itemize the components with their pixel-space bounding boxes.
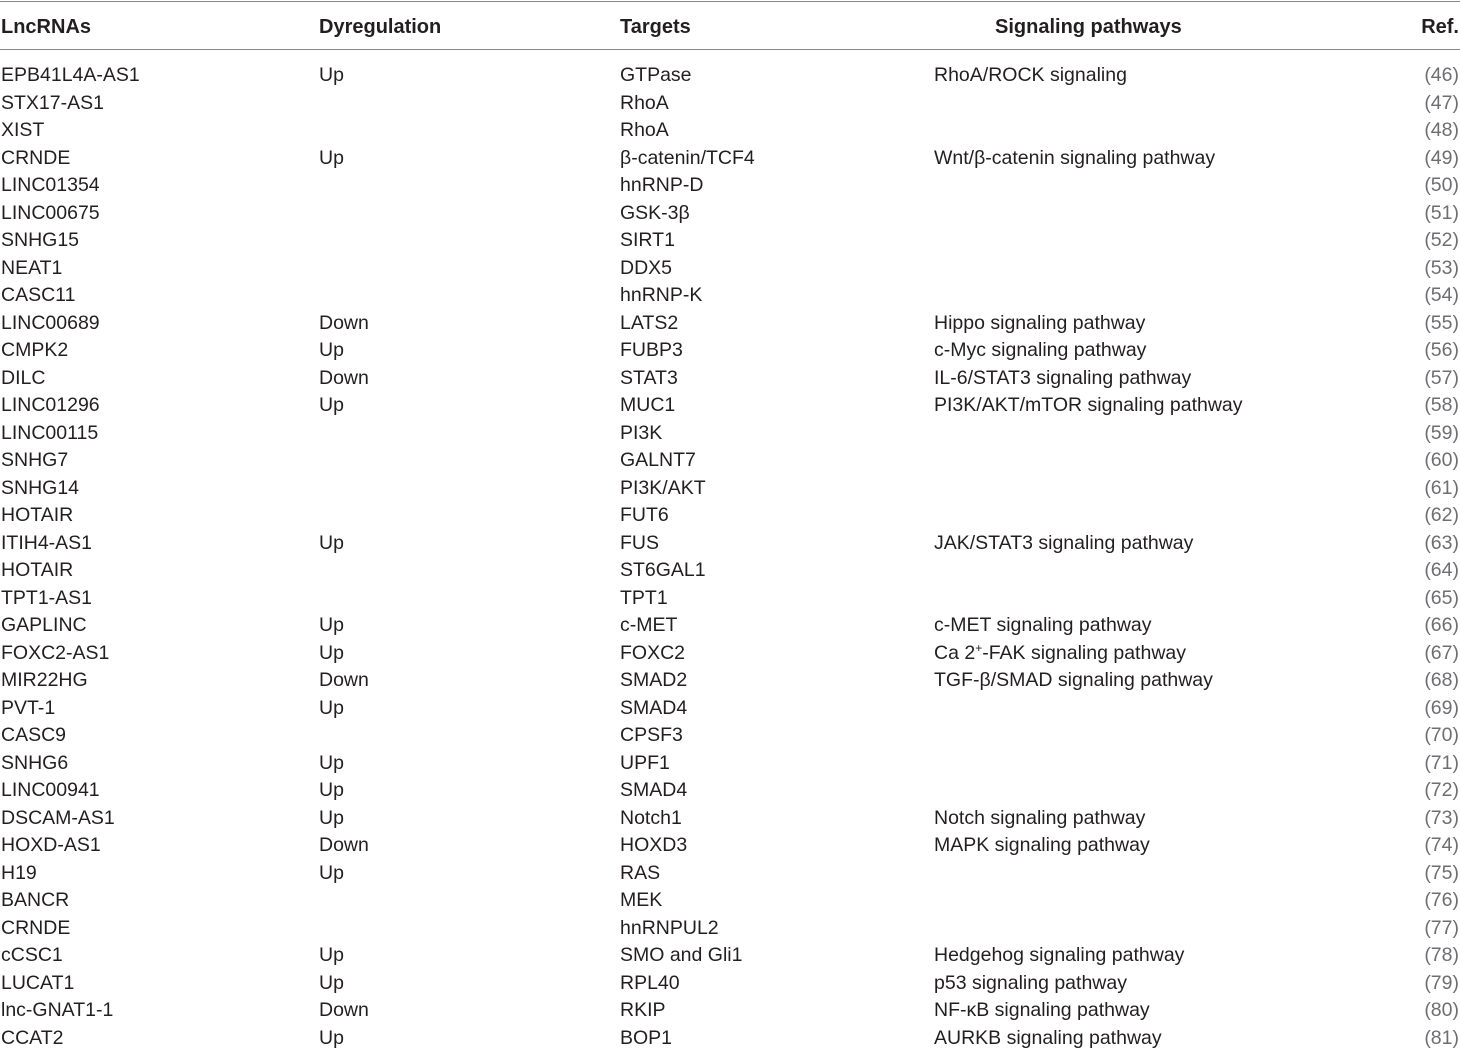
target-cell: RPL40 bbox=[620, 970, 680, 997]
table-row bbox=[0, 255, 1460, 283]
target-cell: SMO and Gli1 bbox=[620, 942, 742, 969]
lncrna-cell: NEAT1 bbox=[1, 255, 62, 282]
ref-cell: (78) bbox=[1424, 942, 1459, 969]
table-row bbox=[0, 310, 1460, 338]
table-row bbox=[0, 695, 1460, 723]
lncrna-cell: CMPK2 bbox=[1, 337, 68, 364]
pathway-cell: PI3K/AKT/mTOR signaling pathway bbox=[934, 392, 1243, 419]
lncrna-cell: LINC00115 bbox=[1, 420, 98, 447]
lncrna-cell: EPB41L4A-AS1 bbox=[1, 62, 140, 89]
table-row bbox=[0, 997, 1460, 1025]
pathway-cell: Hippo signaling pathway bbox=[934, 310, 1145, 337]
lncrna-cell: BANCR bbox=[1, 887, 69, 914]
table-row bbox=[0, 90, 1460, 118]
lncrna-cell: LINC00675 bbox=[1, 200, 100, 227]
target-cell: PI3K bbox=[620, 420, 662, 447]
ref-cell: (57) bbox=[1424, 365, 1459, 392]
pathway-cell: Hedgehog signaling pathway bbox=[934, 942, 1184, 969]
table-row bbox=[0, 777, 1460, 805]
dysregulation-cell: Up bbox=[319, 337, 344, 364]
target-cell: RhoA bbox=[620, 117, 669, 144]
target-cell: FUBP3 bbox=[620, 337, 683, 364]
lncrna-cell: LINC01354 bbox=[1, 172, 100, 199]
table-row bbox=[0, 942, 1460, 970]
table-row bbox=[0, 915, 1460, 943]
dysregulation-cell: Down bbox=[319, 310, 369, 337]
ref-cell: (70) bbox=[1424, 722, 1459, 749]
ref-cell: (59) bbox=[1424, 420, 1459, 447]
ref-cell: (77) bbox=[1424, 915, 1459, 942]
ref-cell: (73) bbox=[1424, 805, 1459, 832]
dysregulation-cell: Down bbox=[319, 997, 369, 1024]
lncrna-cell: SNHG7 bbox=[1, 447, 68, 474]
ref-cell: (50) bbox=[1424, 172, 1459, 199]
ref-cell: (54) bbox=[1424, 282, 1459, 309]
dysregulation-cell: Up bbox=[319, 695, 344, 722]
lncrna-cell: CASC9 bbox=[1, 722, 66, 749]
lncrna-cell: FOXC2-AS1 bbox=[1, 640, 109, 667]
lncrna-cell: CCAT2 bbox=[1, 1025, 63, 1052]
ref-cell: (46) bbox=[1424, 62, 1459, 89]
pathway-cell: RhoA/ROCK signaling bbox=[934, 62, 1127, 89]
ref-cell: (81) bbox=[1424, 1025, 1459, 1052]
table-row bbox=[0, 117, 1460, 145]
lncrna-cell: CRNDE bbox=[1, 145, 70, 172]
lncrna-cell: TPT1-AS1 bbox=[1, 585, 92, 612]
ref-cell: (61) bbox=[1424, 475, 1459, 502]
target-cell: GSK-3β bbox=[620, 200, 690, 227]
ref-cell: (60) bbox=[1424, 447, 1459, 474]
table-row bbox=[0, 557, 1460, 585]
target-cell: UPF1 bbox=[620, 750, 670, 777]
target-cell: hnRNP-D bbox=[620, 172, 703, 199]
pathway-cell: Notch signaling pathway bbox=[934, 805, 1145, 832]
dysregulation-cell: Up bbox=[319, 62, 344, 89]
table-row bbox=[0, 750, 1460, 778]
ref-cell: (62) bbox=[1424, 502, 1459, 529]
dysregulation-cell: Down bbox=[319, 667, 369, 694]
ref-cell: (79) bbox=[1424, 970, 1459, 997]
header-targets: Targets bbox=[620, 14, 691, 40]
target-cell: RAS bbox=[620, 860, 660, 887]
dysregulation-cell: Down bbox=[319, 832, 369, 859]
pathway-cell: MAPK signaling pathway bbox=[934, 832, 1150, 859]
lncrna-cell: H19 bbox=[1, 860, 37, 887]
table-row bbox=[0, 172, 1460, 200]
dysregulation-cell: Up bbox=[319, 970, 344, 997]
table-row bbox=[0, 447, 1460, 475]
lncrna-cell: CRNDE bbox=[1, 915, 70, 942]
lncrna-cell: lnc-GNAT1-1 bbox=[1, 997, 113, 1024]
table-row bbox=[0, 970, 1460, 998]
pathway-cell: TGF-β/SMAD signaling pathway bbox=[934, 667, 1213, 694]
table-row bbox=[0, 227, 1460, 255]
table-row bbox=[0, 585, 1460, 613]
table-row bbox=[0, 612, 1460, 640]
pathway-cell: p53 signaling pathway bbox=[934, 970, 1127, 997]
lncrna-cell: XIST bbox=[1, 117, 44, 144]
target-cell: HOXD3 bbox=[620, 832, 687, 859]
target-cell: RKIP bbox=[620, 997, 666, 1024]
dysregulation-cell: Up bbox=[319, 860, 344, 887]
lncrna-cell: cCSC1 bbox=[1, 942, 63, 969]
target-cell: c-MET bbox=[620, 612, 677, 639]
ref-cell: (69) bbox=[1424, 695, 1459, 722]
dysregulation-cell: Up bbox=[319, 392, 344, 419]
dysregulation-cell: Up bbox=[319, 777, 344, 804]
ref-cell: (72) bbox=[1424, 777, 1459, 804]
lncrna-cell: LINC01296 bbox=[1, 392, 100, 419]
pathway-cell: c-MET signaling pathway bbox=[934, 612, 1152, 639]
lncrna-cell: SNHG15 bbox=[1, 227, 79, 254]
target-cell: MUC1 bbox=[620, 392, 675, 419]
dysregulation-cell: Up bbox=[319, 530, 344, 557]
ref-cell: (55) bbox=[1424, 310, 1459, 337]
lncrna-cell: DSCAM-AS1 bbox=[1, 805, 115, 832]
target-cell: β-catenin/TCF4 bbox=[620, 145, 755, 172]
dysregulation-cell: Up bbox=[319, 750, 344, 777]
lncrna-cell: ITIH4-AS1 bbox=[1, 530, 92, 557]
table-row bbox=[0, 62, 1460, 90]
pathway-cell bbox=[934, 640, 1186, 667]
target-cell: hnRNP-K bbox=[620, 282, 702, 309]
table-row bbox=[0, 530, 1460, 558]
target-cell: FOXC2 bbox=[620, 640, 685, 667]
dysregulation-cell: Up bbox=[319, 612, 344, 639]
lncrna-cell: PVT-1 bbox=[1, 695, 55, 722]
table-row bbox=[0, 640, 1460, 668]
target-cell: BOP1 bbox=[620, 1025, 672, 1052]
pathway-superscript: + bbox=[975, 641, 982, 655]
ref-cell: (76) bbox=[1424, 887, 1459, 914]
table-row bbox=[0, 832, 1460, 860]
table-row bbox=[0, 475, 1460, 503]
table-row bbox=[0, 392, 1460, 420]
table-row bbox=[0, 200, 1460, 228]
target-cell: RhoA bbox=[620, 90, 669, 117]
lncrna-cell: HOTAIR bbox=[1, 502, 73, 529]
target-cell: TPT1 bbox=[620, 585, 668, 612]
dysregulation-cell: Up bbox=[319, 942, 344, 969]
ref-cell: (48) bbox=[1424, 117, 1459, 144]
target-cell: GALNT7 bbox=[620, 447, 696, 474]
dysregulation-cell: Up bbox=[319, 640, 344, 667]
ref-cell: (65) bbox=[1424, 585, 1459, 612]
table-row bbox=[0, 145, 1460, 173]
target-cell: SMAD2 bbox=[620, 667, 687, 694]
pathway-cell: c-Myc signaling pathway bbox=[934, 337, 1146, 364]
table-row bbox=[0, 1025, 1460, 1052]
target-cell: FUT6 bbox=[620, 502, 669, 529]
ref-cell: (63) bbox=[1424, 530, 1459, 557]
ref-cell: (80) bbox=[1424, 997, 1459, 1024]
pathway-cell: AURKB signaling pathway bbox=[934, 1025, 1162, 1052]
lncrna-cell: SNHG6 bbox=[1, 750, 68, 777]
table-row bbox=[0, 860, 1460, 888]
header-rule bbox=[0, 49, 1460, 50]
target-cell: FUS bbox=[620, 530, 659, 557]
ref-cell: (51) bbox=[1424, 200, 1459, 227]
lncrna-cell: GAPLINC bbox=[1, 612, 87, 639]
ref-cell: (68) bbox=[1424, 667, 1459, 694]
ref-cell: (67) bbox=[1424, 640, 1459, 667]
lncrna-cell: LUCAT1 bbox=[1, 970, 74, 997]
table-body bbox=[0, 62, 1460, 1052]
table-row bbox=[0, 722, 1460, 750]
target-cell: Notch1 bbox=[620, 805, 682, 832]
lncrna-cell: SNHG14 bbox=[1, 475, 79, 502]
dysregulation-cell: Down bbox=[319, 365, 369, 392]
lncrna-cell: HOXD-AS1 bbox=[1, 832, 101, 859]
ref-cell: (75) bbox=[1424, 860, 1459, 887]
target-cell: ST6GAL1 bbox=[620, 557, 706, 584]
target-cell: SMAD4 bbox=[620, 777, 687, 804]
target-cell: SMAD4 bbox=[620, 695, 687, 722]
ref-cell: (47) bbox=[1424, 90, 1459, 117]
table-row bbox=[0, 420, 1460, 448]
ref-cell: (49) bbox=[1424, 145, 1459, 172]
target-cell: PI3K/AKT bbox=[620, 475, 706, 502]
ref-cell: (53) bbox=[1424, 255, 1459, 282]
target-cell: MEK bbox=[620, 887, 662, 914]
lncrna-cell: CASC11 bbox=[1, 282, 75, 309]
ref-cell: (71) bbox=[1424, 750, 1459, 777]
header-dysregulation: Dyregulation bbox=[319, 14, 441, 40]
ref-cell: (56) bbox=[1424, 337, 1459, 364]
dysregulation-cell: Up bbox=[319, 1025, 344, 1052]
target-cell: LATS2 bbox=[620, 310, 678, 337]
pathway-cell: IL-6/STAT3 signaling pathway bbox=[934, 365, 1191, 392]
ref-cell: (64) bbox=[1424, 557, 1459, 584]
lncrna-cell: DILC bbox=[1, 365, 45, 392]
target-cell: SIRT1 bbox=[620, 227, 675, 254]
target-cell: STAT3 bbox=[620, 365, 678, 392]
target-cell: GTPase bbox=[620, 62, 692, 89]
table-row bbox=[0, 502, 1460, 530]
table-row bbox=[0, 887, 1460, 915]
pathway-text-tail: -FAK signaling pathway bbox=[982, 642, 1186, 664]
ref-cell: (74) bbox=[1424, 832, 1459, 859]
header-signaling-pathways: Signaling pathways bbox=[995, 14, 1182, 40]
lncrna-cell: STX17-AS1 bbox=[1, 90, 104, 117]
table-row bbox=[0, 667, 1460, 695]
top-rule bbox=[0, 1, 1460, 2]
dysregulation-cell: Up bbox=[319, 805, 344, 832]
target-cell: DDX5 bbox=[620, 255, 672, 282]
pathway-cell: Wnt/β-catenin signaling pathway bbox=[934, 145, 1215, 172]
table-row bbox=[0, 365, 1460, 393]
pathway-text: Ca 2 bbox=[934, 642, 975, 664]
table-row bbox=[0, 282, 1460, 310]
ref-cell: (66) bbox=[1424, 612, 1459, 639]
pathway-cell: JAK/STAT3 signaling pathway bbox=[934, 530, 1193, 557]
dysregulation-cell: Up bbox=[319, 145, 344, 172]
pathway-cell: NF-κB signaling pathway bbox=[934, 997, 1150, 1024]
lncrna-cell: LINC00689 bbox=[1, 310, 100, 337]
ref-cell: (58) bbox=[1424, 392, 1459, 419]
target-cell: CPSF3 bbox=[620, 722, 683, 749]
lncrna-cell: MIR22HG bbox=[1, 667, 88, 694]
header-ref: Ref. bbox=[1421, 14, 1459, 40]
lncrna-cell: HOTAIR bbox=[1, 557, 73, 584]
lncrna-cell: LINC00941 bbox=[1, 777, 100, 804]
table-row bbox=[0, 805, 1460, 833]
table-row bbox=[0, 337, 1460, 365]
target-cell: hnRNPUL2 bbox=[620, 915, 719, 942]
ref-cell: (52) bbox=[1424, 227, 1459, 254]
header-lncrnas: LncRNAs bbox=[1, 14, 91, 40]
